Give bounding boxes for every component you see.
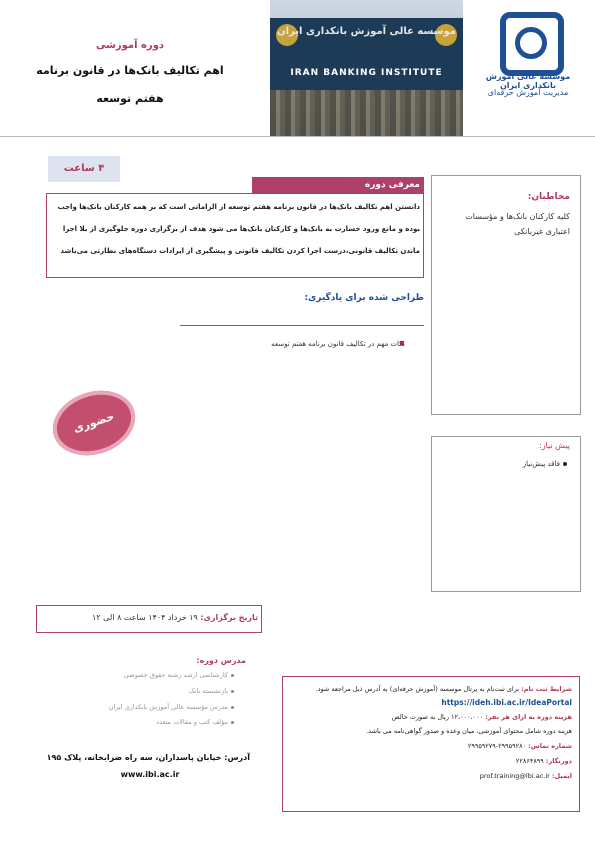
- fee-text: ۱۲،۰۰۰،۰۰۰ ریال به صورت خالص: [391, 713, 484, 721]
- learning-title: طراحی شده برای یادگیری:: [304, 293, 424, 303]
- phone-label: شماره تماس:: [528, 742, 572, 750]
- bullet-icon: [231, 721, 234, 724]
- fee-note: هزینه دوره شامل محتوای آموزشی، میان وعده و صدور گواهی‌نامه می باشد.: [366, 727, 572, 735]
- fax-line: [290, 757, 572, 765]
- course-kind: دوره آموزشی: [95, 40, 165, 51]
- date-value: ۱۹ خرداد ۱۴۰۴ ساعت ۸ الی ۱۲: [92, 613, 198, 622]
- duration-badge: ۴ ساعت: [48, 156, 120, 182]
- date-text: [40, 613, 258, 622]
- portal-line: [290, 698, 572, 707]
- email-value[interactable]: prof.training@ibi.ac.ir: [479, 772, 550, 780]
- address: آدرس: خیابان پاسداران، سه راه ضرابخانه، پلاک ۱۹۵: [46, 753, 250, 762]
- sign-text-persian: موسسه عالی آموزش بانکداری ایران: [277, 26, 456, 37]
- bullet-icon: [231, 706, 234, 709]
- list-item: مؤلف کتب و مقالات متعدد: [156, 718, 228, 726]
- portal-link[interactable]: https://ideh.ibi.ac.ir/IdeaPortal: [441, 698, 572, 707]
- in-person-badge: حضوری: [44, 381, 143, 466]
- bullet-icon: [563, 462, 567, 466]
- photo-trees: [270, 90, 463, 136]
- institute-logo: [500, 12, 564, 76]
- phone-value: ۲۹۹۵۹۲۸۰-۲۹۹۵۹۲۷۹: [467, 742, 527, 750]
- conditions-label: شرایط ثبت نام:: [521, 685, 572, 693]
- instructor-title: مدرس دوره:: [196, 656, 246, 665]
- fax-value: ۲۲۸۶۴۸۹۹: [515, 757, 544, 765]
- logo-subtitle: مدیریت آموزش حرفه‌ای: [487, 88, 569, 97]
- list-item: نکات مهم در تکالیف قانون برنامه هفتم توسعه: [271, 340, 405, 348]
- course-title: اهم تکالیف بانک‌ها در قانون برنامه: [36, 64, 224, 77]
- intro-title: معرفی دوره: [252, 177, 424, 193]
- fee-label: هزینه دوره به ازای هر نفر:: [485, 713, 572, 721]
- divider: [180, 325, 424, 326]
- sign-text-english: IRAN BANKING INSTITUTE: [290, 68, 443, 78]
- logo-mark-icon: [515, 27, 547, 59]
- course-title-line2: هفتم توسعه: [96, 92, 164, 105]
- bullet-icon: [231, 690, 234, 693]
- institute-photo: [270, 0, 463, 136]
- fax-label: دورنگار:: [545, 757, 572, 765]
- registration-conditions: [290, 685, 572, 693]
- audience-title: مخاطبان:: [527, 192, 570, 202]
- institute-sign: [270, 18, 463, 90]
- fee-line: [290, 713, 572, 721]
- list-item: فاقد پیش‌نیاز: [522, 460, 560, 468]
- date-label: تاریخ برگزاری:: [200, 613, 258, 622]
- prerequisite-title: پیش نیاز:: [538, 441, 570, 450]
- logo-name: موسسه عالی آموزش بانکداری ایران: [485, 72, 571, 90]
- list-item: کارشناسی ارشد رشته حقوق خصوصی: [123, 671, 228, 679]
- list-item: بازنشسته بانک: [188, 687, 228, 695]
- email-label: ایمیل:: [551, 772, 572, 780]
- list-item: مدرس مؤسسه عالی آموزش بانکداری ایران: [108, 703, 228, 711]
- intro-text: دانستن اهم تکالیف بانک‌ها در قانون برنامه هفتم توسعه از الزاماتی است که بر همه کارکنان بانک‌ها واجب بوده و مانع ورود خسارت به بانک‌ها و کارکنان بانک‌ها می شود هدف از برگزاری دوره جلوگیری از بلا اجرا ماندن تکالیف قانونی،درست اجرا کردن تکالیف قانونی و پیشگیری از ایرادات دستگاه‌های نظارتی می‌باشد: [57, 203, 420, 255]
- website-link[interactable]: www.ibi.ac.ir: [120, 770, 180, 779]
- phone-line: [290, 742, 572, 750]
- conditions-text: برای ثبت‌نام به پرتال موسسه (آموزش حرفه‌ای) به آدرس ذیل مراجعه شود.: [315, 685, 520, 693]
- audience-text: کلیه کارکنان بانک‌ها و مؤسسات اعتباری غیربانکی: [465, 212, 570, 236]
- bullet-icon: [231, 674, 234, 677]
- email-line: [290, 772, 572, 780]
